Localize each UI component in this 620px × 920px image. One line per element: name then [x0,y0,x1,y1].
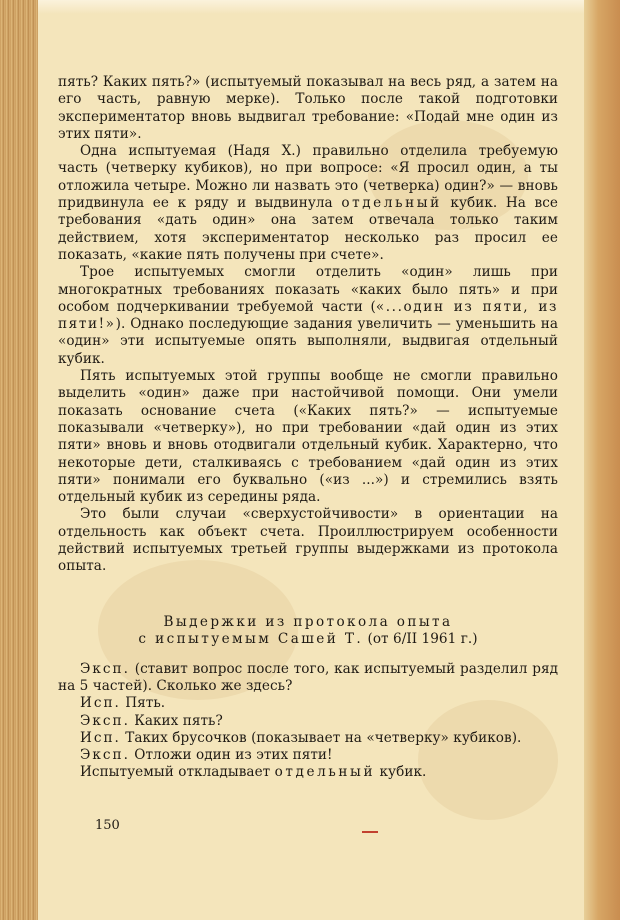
dialogue-text: Каких пять? [134,712,223,729]
speaker-label: Исп. [80,695,121,712]
dialogue-line [58,661,558,696]
dialogue-line [58,713,558,730]
spaced-emphasis: «...один из пяти, из пяти!» [58,298,558,333]
page-number: 150 [95,818,120,833]
dialogue-line [58,695,558,712]
dialogue-line [58,747,558,764]
dialogue-text: Таких брусочков (показывает на «четверку» кубиков). [125,729,522,746]
dialogue-text: Отложи один из этих пяти! [134,747,333,764]
paragraph: Это были случаи «сверхустойчивости» в ориентации на отдельность как объект счета. Проиллюстрируем особенности действий испытуемых третьей группы выдержками из протокола опыта. [58,506,558,575]
book-page-edges-left [0,0,38,920]
text-run: ). Однако последующие задания увеличить — уменьшить на «один» эти испытуемые опять выполняли, выдвигая отдельный кубик. [58,316,558,367]
book-spine-right [584,0,620,920]
speaker-label: Эксп. [80,660,130,677]
dialogue-text: Пять. [125,695,166,712]
text-run: Испытуемый откладывает [80,764,271,781]
spaced-emphasis: отдельный [274,764,376,781]
page-text [58,74,558,782]
red-ink-mark [362,831,378,833]
paragraph [58,143,558,264]
page-top-highlight [38,0,584,14]
paragraph [58,264,558,368]
paragraph: Пять испытуемых этой группы вообще не смогли правильно выделить «один» даже при настойчивой помощи. Они умели показать основание счета («Каких пять?» — испытуемые показывали «четверку»), но при требовании «дай один из этих пяти» вновь и вновь отодвигали отдельный кубик. Характерно, что некоторые дети, сталкиваясь с требованием «дай один из этих пяти» понимали его буквально («из ...») и стремились взять отдельный кубик из середины ряда. [58,368,558,506]
dialogue-line [58,764,558,781]
heading-line-2 [58,631,558,649]
heading-spaced: с испытуемым Сашей Т. [138,631,364,648]
protocol-heading [58,614,558,649]
speaker-label: Эксп. [80,712,130,729]
speaker-label: Эксп. [80,747,130,764]
spaced-emphasis: отдельный [341,195,442,212]
speaker-label: Исп. [80,729,121,746]
text-run: Одна испытуемая (Надя X.) правильно отделила требуемую часть (четверку кубиков), но при вопросе: «Я просил один, а ты отложила четыре. Можно ли назвать это (четверка) один?» — вновь придвинула ее к ряду и выдвинула [58,143,558,212]
text-run: Трое испытуемых смогли отделить «один» лишь при многократных требованиях показать «каких было пять» и при особом подчеркивании требуемой части ( [58,264,558,315]
paragraph: пять? Каких пять?» (испытуемый показывал на весь ряд, а затем на его часть, равную мерке). Только после такой подготовки экспериментатор вновь выдвигал требование: «Подай мне один из этих пяти». [58,74,558,142]
heading-date: (от 6/II 1961 г.) [367,631,478,648]
text-run: кубик. На все требования «дать один» она затем отвечала только таким действием, хотя экспериментатор несколько раз просил ее показать, «какие пять получены при счете». [58,195,558,263]
heading-line-1: Выдержки из протокола опыта [163,613,453,630]
dialogue-text: (ставит вопрос после того, как испытуемый разделил ряд на 5 частей). Сколько же здесь? [58,660,558,694]
dialogue-line [58,730,558,747]
text-run: кубик. [379,764,427,781]
